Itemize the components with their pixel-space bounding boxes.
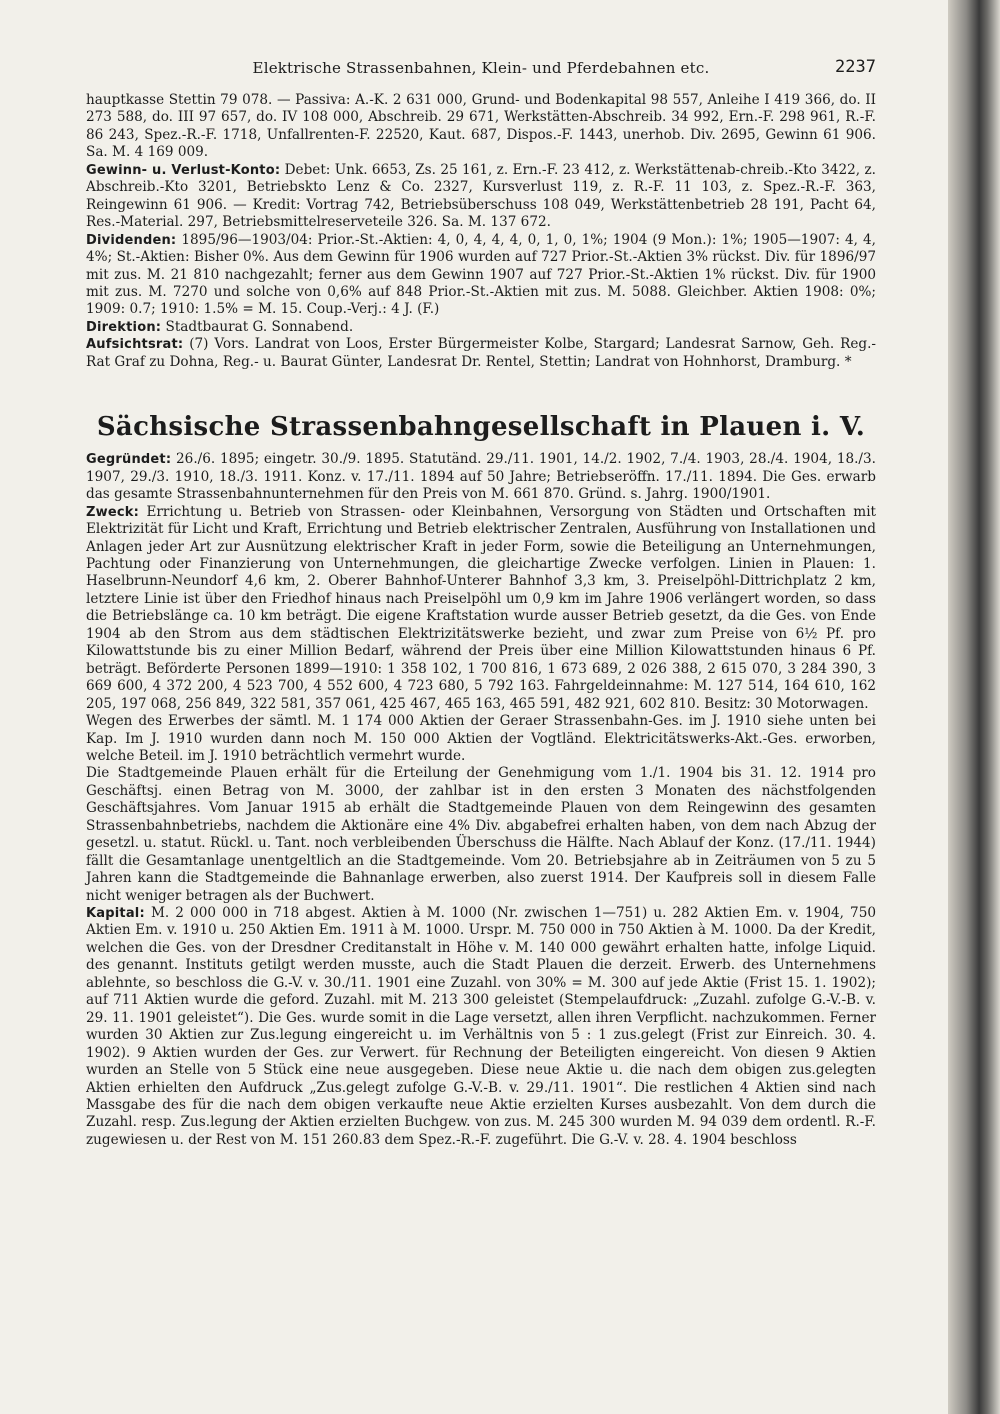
zweck-text: Errichtung u. Betrieb von Strassen- oder Kleinbahnen, Versorgung von Städten und Ortschaften mit Elektrizität für Licht und Kraft, Errichtung und Betrieb elektrischer Zentralen, Ausführung von Installationen und Anlagen jeder Art zur Ausnützung elektrischer Kraft in jeder Form, sowie die Beteiligung an Unternehmungen, Pachtung oder Finanzierung von Unternehmungen, die gleichartige Zwecke verfolgen. Linien in Plauen: 1. Haselbrunn-Neundorf 4,6 km, 2. Oberer Bahnhof-Unterer Bahnhof 3,3 km, 3. Preiselpöhl-Dittrichplatz 2 km, letztere Linie ist über den Friedhof hinaus nach Preiselpöhl um 0,9 km im Jahre 1906 verlängert worden, so dass die Betriebslänge ca. 10 km beträgt. Die eigene Kraftstation wurde ausser Betrieb gesetzt, da die Ges. von Ende 1904 ab den Strom aus dem städtischen Elektrizitätswerke bezieht, und zwar zum Preise von 6½ Pf. pro Kilowattstunde bis zu einer Million Bedarf, während der Preis über eine Million Kilowattstunden hinaus 6 Pf. beträgt. Beförderte Personen 1899—1910: 1 358 102, 1 700 816, 1 673 689, 2 026 388, 2 615 070, 3 284 390, 3 669 600, 4 372 200, 4 523 700, 4 552 600, 4 723 680, 5 792 163. Fahrgeldeinnahme: M. 127 514, 164 610, 162 205, 197 068, 256 849, 322 581, 357 061, 425 467, 465 163, 465 591, 482 921, 602 810. Besitz: 30 Motorwagen. [86, 503, 877, 712]
kapital-paragraph [86, 905, 876, 1149]
gegruendet-label: Gegründet: [86, 452, 172, 468]
stadtgemeinde-paragraph: Die Stadtgemeinde Plauen erhält für die Erteilung der Genehmigung vom 1./1. 1904 bis 31. 12. 1914 pro Geschäftsj. einen Betrag von M. 3000, der zahlbar ist in den ersten 3 Monaten des nächstfolgenden Geschäftsjahres. Vom Januar 1915 ab erhält die Stadtgemeinde Plauen von dem Reingewinn des gesamten Strassenbahnbetriebs, nachdem die Aktionäre eine 4% Div. abgabefrei erhalten haben, von dem nach Abzug der gesetzl. u. statut. Rückl. u. Tant. noch verbleibenden Überschuss die Hälfte. Nach Ablauf der Konz. (17./11. 1944) fällt die Gesamtanlage unentgeltlich an die Stadtgemeinde. Vom 20. Betriebsjahre ab in Zeiträumen von 5 zu 5 Jahren kann die Stadtgemeinde die Bahnanlage erwerben, also zuerst 1914. Der Kaufpreis soll in diesem Falle nicht weniger betragen als der Buchwert. [86, 765, 876, 904]
aufsichtsrat-text: (7) Vors. Landrat von Loos, Erster Bürgermeister Kolbe, Stargard; Landesrat Sarnow, Geh. Reg.-Rat Graf zu Dohna, Reg.- u. Baurat Günter, Landesrat Dr. Rentel, Stettin; Landrat von Hohnhorst, Dramburg. * [86, 336, 876, 370]
previous-company-section [86, 92, 876, 371]
company-title: Sächsische Strassenbahngesellschaft in Plauen i. V. [96, 412, 866, 443]
zweck-label: Zweck: [86, 504, 140, 520]
page-content [86, 57, 877, 1149]
geraer-aktien-paragraph: Wegen des Erwerbes der sämtl. M. 1 174 000 Aktien der Geraer Strassenbahn-Ges. im J. 1910 siehe unten bei Kap. Im J. 1910 wurden dann noch M. 150 000 Aktien der Vogtländ. Elektricitätswerks-Akt.-Ges. erworben, welche Beteil. im J. 1910 beträchtlich vermehrt wurde. [86, 713, 876, 764]
direktion-paragraph [86, 319, 876, 336]
kapital-text: M. 2 000 000 in 718 abgest. Aktien à M. 1000 (Nr. zwischen 1—751) u. 282 Aktien Em. v. 1904, 750 Aktien Em. v. 1910 u. 250 Aktien Em. 1911 à M. 1000. Urspr. M. 750 000 in 750 Aktien à M. 1000. Da der Kredit, welchen die Ges. von der Dresdner Creditanstalt in Höhe v. M. 140 000 gewährt erhalten hatte, infolge Liquid. des genannt. Instituts getilgt werden musste, auch die Stadt Plauen die derzeit. Erwerb. des Unternehmens ablehnte, so beschloss die G.-V. v. 30./11. 1901 eine Zuzahl. von 30% = M. 300 auf jede Aktie (Frist 15. 1. 1902); auf 711 Aktien wurde die geford. Zuzahl. mit M. 213 300 geleistet (Stempelaufdruck: „Zuzahl. zufolge G.-V.-B. v. 29. 11. 1901 geleistet“). Die Ges. wurde somit in die Lage versetzt, allen ihren Verpflicht. nachzukommen. Ferner wurden 30 Aktien zur Zus.legung eingereicht u. im Verhältnis von 5 : 1 zus.gelegt (Frist zur Einreich. 30. 4. 1902). 9 Aktien wurden der Ges. zur Verwert. für Rechnung der Beteiligten eingereicht. Von diesen 9 Aktien wurden an Stelle von 5 Stück eine neue ausgegeben. Diese neue Aktie u. die nach dem obigen zus.gelegten Aktien erhielten den Aufdruck „Zus.gelegt zufolge G.-V.-B. v. 29./11. 1901“. Die restlichen 4 Aktien sind nach Massgabe des für die nach dem obigen verkaufte neue Aktie erzielten Kurses ausbezahlt. Von dem durch die Zuzahl. resp. Zus.legung der Aktien erzielten Buchgew. von zus. M. 245 300 wurden M. 94 039 dem ordentl. R.-F. zugewiesen u. der Rest von M. 151 260.83 dem Spez.-R.-F. zugeführt. Die G.-V. v. 28. 4. 1904 beschloss [86, 905, 877, 1148]
aufsichtsrat-label: Aufsichtsrat: [86, 337, 184, 353]
direktion-text: Stadtbaurat G. Sonnabend. [165, 318, 354, 335]
gewinn-verlust-paragraph [86, 162, 876, 232]
passiva-paragraph: hauptkasse Stettin 79 078. — Passiva: A.-K. 2 631 000, Grund- und Bodenkapital 98 557, Anleihe I 419 366, do. II 273 588, do. III 97 657, do. IV 108 000, Abschreib. 29 671, Werkstätten-Abschreib. 34 992, Ern.-F. 298 961, R.-F. 86 243, Spez.-R.-F. 1718, Unfallrenten-F. 22520, Kaut. 687, Dispos.-F. 1443, unerhob. Div. 2695, Gewinn 61 906. Sa. M. 4 169 009. [86, 92, 876, 161]
direktion-label: Direktion: [86, 319, 162, 335]
gewinn-verlust-label: Gewinn- u. Verlust-Konto: [86, 162, 281, 178]
gegruendet-text: 26./6. 1895; eingetr. 30./9. 1895. Statutänd. 29./11. 1901, 14./2. 1902, 7./4. 1903, 28./4. 1904, 18./3. 1907, 29./3. 1910, 18./3. 1911. Konz. v. 17./11. 1894 auf 50 Jahre; Betriebseröffn. 17./11. 1894. Die Ges. erwarb das gesamte Strassenbahnunternehmen für den Preis von M. 661 870. Gründ. s. Jahrg. 1900/1901. [86, 451, 876, 503]
dividenden-text: 1895/96—1903/04: Prior.-St.-Aktien: 4, 0, 4, 4, 4, 0, 1, 0, 1%; 1904 (9 Mon.): 1%; 1905—1907: 4, 4, 4%; St.-Aktien: Bisher 0%. Aus dem Gewinn für 1906 wurden auf 727 Prior.-St.-Aktien 3% rückst. Div. für 1896/97 mit zus. M. 21 810 nachgezahlt; ferner aus dem Gewinn 1907 auf 727 Prior.-St.-Aktien 1% rückst. Div. für 1900 mit zus. M. 7270 und solche von 0,6% auf 848 Prior.-St.-Aktien mit zus. M. 5088. Gleichber. Aktien 1908: 0%; 1909: 0.7; 1910: 1.5% = M. 15. Coup.-Verj.: 4 J. (F.) [86, 231, 876, 318]
book-binding-shadow [948, 0, 1000, 1414]
aufsichtsrat-paragraph [86, 336, 876, 371]
company-section [86, 451, 876, 1149]
running-header-title: Elektrische Strassenbahnen, Klein- und Pferdebahnen etc. [252, 59, 710, 77]
kapital-label: Kapital: [86, 906, 145, 922]
gewinn-verlust-text: Debet: Unk. 6653, Zs. 25 161, z. Ern.-F. 23 412, z. Werkstättenab-chreib.-Kto 3422, z. Abschreib.-Kto 3201, Betriebskto Lenz & Co. 2327, Kursverlust 119, z. R.-F. 11 103, z. Spez.-R.-F. 363, Reingewinn 61 906. — Kredit: Vortrag 742, Betriebsüberschuss 108 049, Werkstättenbetrieb 28 191, Pacht 64, Res.-Material. 297, Betriebsmittelreserveteile 326. Sa. M. 137 672. [86, 161, 876, 231]
dividenden-label: Dividenden: [86, 232, 177, 248]
running-header [86, 57, 876, 84]
zweck-paragraph [86, 504, 876, 713]
dividenden-paragraph [86, 232, 876, 319]
gegruendet-paragraph [86, 451, 876, 503]
page-number: 2237 [835, 57, 876, 77]
